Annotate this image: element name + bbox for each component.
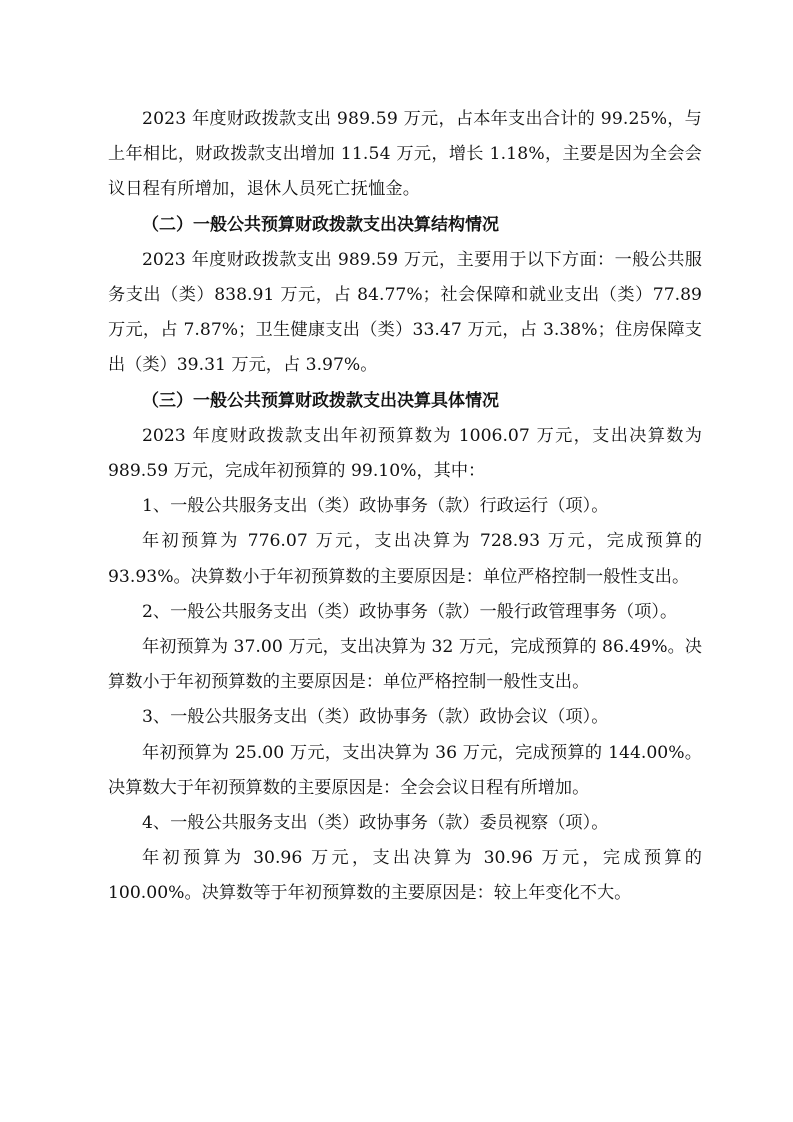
item-3-title: 3、一般公共服务支出（类）政协事务（款）政协会议（项）。 [142,707,609,728]
heading-structure-section: （二）一般公共预算财政拨款支出决算结构情况 [142,214,499,235]
item-1-title: 1、一般公共服务支出（类）政协事务（款）行政运行（项）。 [142,496,609,517]
item-4-title: 4、一般公共服务支出（类）政协事务（款）委员视察（项）。 [142,813,609,834]
document-body [108,102,702,912]
paragraph-expenditure-overview: 2023 年度财政拨款支出 989.59 万元，占本年支出合计的 99.25%，与上年相比，财政拨款支出增加 11.54 万元，增长 1.18%，主要是因为全会会议日程有所增加，退休人员死亡抚恤金。 [108,109,702,200]
paragraph-budget-completion: 2023 年度财政拨款支出年初预算数为 1006.07 万元，支出决算数为 989.59 万元，完成年初预算的 99.10%，其中： [108,425,702,482]
item-4-details: 年初预算为 30.96 万元，支出决算为 30.96 万元，完成预算的 100.00%。决算数等于年初预算数的主要原因是：较上年变化不大。 [108,848,702,904]
item-1-details: 年初预算为 776.07 万元，支出决算为 728.93 万元，完成预算的 93.93%。决算数小于年初预算数的主要原因是：单位严格控制一般性支出。 [108,531,702,587]
item-2-title: 2、一般公共服务支出（类）政协事务（款）一般行政管理事务（项）。 [142,601,678,622]
item-2-details: 年初预算为 37.00 万元，支出决算为 32 万元，完成预算的 86.49%。决算数小于年初预算数的主要原因是：单位严格控制一般性支出。 [108,637,702,693]
paragraph-structure-details: 2023 年度财政拨款支出 989.59 万元，主要用于以下方面：一般公共服务支出（类）838.91 万元，占 84.77%；社会保障和就业支出（类）77.89 万元，占 7.87%；卫生健康支出（类）33.47 万元，占 3.38%；住房保障支出（类）39.31 万元，占 3.97%。 [108,249,702,376]
heading-specific-section: （三）一般公共预算财政拨款支出决算具体情况 [142,390,499,411]
item-3-details: 年初预算为 25.00 万元，支出决算为 36 万元，完成预算的 144.00%。决算数大于年初预算数的主要原因是：全会会议日程有所增加。 [108,742,702,798]
